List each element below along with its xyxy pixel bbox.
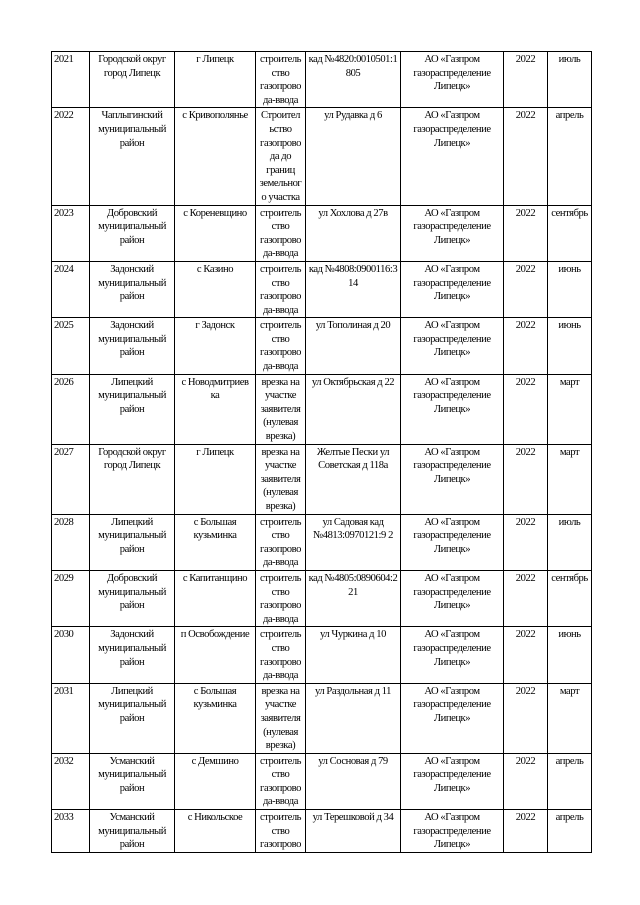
cell-organization: АО «Газпром газораспределение Липецк» — [401, 318, 504, 374]
table-row — [52, 683, 592, 753]
cell-month: апрель — [548, 108, 592, 205]
cell-organization: АО «Газпром газораспределение Липецк» — [401, 627, 504, 683]
table-row — [52, 374, 592, 444]
cell-address: кад №4808:0900116:3 14 — [306, 261, 401, 317]
cell-settlement: с Кривополянье — [175, 108, 256, 205]
cell-settlement: с Большая кузьминка — [175, 514, 256, 570]
cell-municipality: Задонский муниципальный район — [90, 261, 175, 317]
cell-row-number: 2021 — [52, 52, 90, 108]
cell-municipality: Липецкий муниципальный район — [90, 374, 175, 444]
cell-organization: АО «Газпром газораспределение Липецк» — [401, 444, 504, 514]
cell-work-type: строитель ство газопрово да-ввода — [256, 318, 306, 374]
cell-organization: АО «Газпром газораспределение Липецк» — [401, 810, 504, 853]
cell-address: ул Тополиная д 20 — [306, 318, 401, 374]
cell-work-type: строитель ство газопрово да-ввода — [256, 514, 306, 570]
cell-month: март — [548, 374, 592, 444]
table-row — [52, 627, 592, 683]
cell-year: 2022 — [504, 318, 548, 374]
table-row — [52, 205, 592, 261]
cell-address: Желтые Пески ул Советская д 118а — [306, 444, 401, 514]
cell-year: 2022 — [504, 570, 548, 626]
cell-address: ул Октябрьская д 22 — [306, 374, 401, 444]
cell-year: 2022 — [504, 261, 548, 317]
cell-month: сентябрь — [548, 205, 592, 261]
cell-settlement: с Кореневщино — [175, 205, 256, 261]
cell-organization: АО «Газпром газораспределение Липецк» — [401, 683, 504, 753]
cell-address: ул Терешковой д 34 — [306, 810, 401, 853]
cell-month: июнь — [548, 318, 592, 374]
table-row — [52, 261, 592, 317]
table-row — [52, 514, 592, 570]
cell-year: 2022 — [504, 374, 548, 444]
cell-month: апрель — [548, 810, 592, 853]
cell-organization: АО «Газпром газораспределение Липецк» — [401, 514, 504, 570]
cell-address: ул Рудавка д 6 — [306, 108, 401, 205]
cell-address: кад №4805:0890604:2 21 — [306, 570, 401, 626]
cell-year: 2022 — [504, 627, 548, 683]
table-row — [52, 318, 592, 374]
cell-row-number: 2025 — [52, 318, 90, 374]
cell-row-number: 2030 — [52, 627, 90, 683]
cell-work-type: строитель ство газопрово да-ввода — [256, 627, 306, 683]
cell-municipality: Усманский муниципальный район — [90, 810, 175, 853]
cell-row-number: 2032 — [52, 753, 90, 809]
cell-month: сентябрь — [548, 570, 592, 626]
cell-work-type: строитель ство газопрово да-ввода — [256, 753, 306, 809]
table-row — [52, 52, 592, 108]
table-row — [52, 108, 592, 205]
cell-organization: АО «Газпром газораспределение Липецк» — [401, 753, 504, 809]
cell-work-type: строитель ство газопрово да-ввода — [256, 261, 306, 317]
cell-year: 2022 — [504, 683, 548, 753]
cell-month: март — [548, 444, 592, 514]
cell-work-type: врезка на участке заявителя (нулевая врезка) — [256, 444, 306, 514]
cell-month: март — [548, 683, 592, 753]
cell-row-number: 2033 — [52, 810, 90, 853]
cell-organization: АО «Газпром газораспределение Липецк» — [401, 570, 504, 626]
cell-work-type: врезка на участке заявителя (нулевая врезка) — [256, 683, 306, 753]
cell-settlement: с Никольское — [175, 810, 256, 853]
cell-settlement: г Задонск — [175, 318, 256, 374]
cell-municipality: Задонский муниципальный район — [90, 318, 175, 374]
cell-settlement: г Липецк — [175, 444, 256, 514]
cell-settlement: с Новодмитриев ка — [175, 374, 256, 444]
cell-year: 2022 — [504, 205, 548, 261]
cell-row-number: 2023 — [52, 205, 90, 261]
cell-municipality: Липецкий муниципальный район — [90, 683, 175, 753]
cell-year: 2022 — [504, 753, 548, 809]
cell-organization: АО «Газпром газораспределение Липецк» — [401, 374, 504, 444]
cell-year: 2022 — [504, 444, 548, 514]
cell-municipality: Задонский муниципальный район — [90, 627, 175, 683]
cell-row-number: 2031 — [52, 683, 90, 753]
cell-month: июль — [548, 514, 592, 570]
cell-organization: АО «Газпром газораспределение Липецк» — [401, 205, 504, 261]
cell-municipality: Добровский муниципальный район — [90, 570, 175, 626]
cell-year: 2022 — [504, 514, 548, 570]
cell-row-number: 2024 — [52, 261, 90, 317]
table-row — [52, 753, 592, 809]
cell-municipality: Городской округ город Липецк — [90, 52, 175, 108]
cell-address: ул Раздольная д 11 — [306, 683, 401, 753]
cell-month: июль — [548, 52, 592, 108]
cell-municipality: Добровский муниципальный район — [90, 205, 175, 261]
cell-municipality: Городской округ город Липецк — [90, 444, 175, 514]
cell-row-number: 2027 — [52, 444, 90, 514]
data-table — [51, 51, 592, 853]
cell-settlement: г Липецк — [175, 52, 256, 108]
cell-work-type: строитель ство газопрово — [256, 810, 306, 853]
cell-row-number: 2026 — [52, 374, 90, 444]
cell-settlement: с Большая кузьминка — [175, 683, 256, 753]
table-row — [52, 570, 592, 626]
cell-settlement: с Капитанщино — [175, 570, 256, 626]
cell-organization: АО «Газпром газораспределение Липецк» — [401, 261, 504, 317]
cell-address: ул Сосновая д 79 — [306, 753, 401, 809]
cell-settlement: с Казино — [175, 261, 256, 317]
cell-address: ул Чуркина д 10 — [306, 627, 401, 683]
cell-work-type: строитель ство газопрово да-ввода — [256, 205, 306, 261]
cell-year: 2022 — [504, 810, 548, 853]
cell-settlement: с Демшино — [175, 753, 256, 809]
table-body — [52, 52, 592, 853]
cell-settlement: п Освобождение — [175, 627, 256, 683]
cell-organization: АО «Газпром газораспределение Липецк» — [401, 108, 504, 205]
cell-work-type: строитель ство газопрово да-ввода — [256, 570, 306, 626]
cell-month: апрель — [548, 753, 592, 809]
cell-row-number: 2029 — [52, 570, 90, 626]
cell-month: июнь — [548, 261, 592, 317]
table-row — [52, 444, 592, 514]
cell-work-type: Строител ьство газопрово да до границ земельног о участка — [256, 108, 306, 205]
cell-work-type: строитель ство газопрово да-ввода — [256, 52, 306, 108]
cell-year: 2022 — [504, 108, 548, 205]
table-row — [52, 810, 592, 853]
cell-organization: АО «Газпром газораспределение Липецк» — [401, 52, 504, 108]
cell-month: июнь — [548, 627, 592, 683]
cell-municipality: Липецкий муниципальный район — [90, 514, 175, 570]
cell-address: ул Хохлова д 27в — [306, 205, 401, 261]
cell-address: ул Садовая кад №4813:0970121:9 2 — [306, 514, 401, 570]
cell-work-type: врезка на участке заявителя (нулевая врезка) — [256, 374, 306, 444]
cell-address: кад №4820:0010501:1 805 — [306, 52, 401, 108]
cell-municipality: Чаплыгинский муниципальный район — [90, 108, 175, 205]
cell-row-number: 2028 — [52, 514, 90, 570]
cell-row-number: 2022 — [52, 108, 90, 205]
cell-year: 2022 — [504, 52, 548, 108]
cell-municipality: Усманский муниципальный район — [90, 753, 175, 809]
